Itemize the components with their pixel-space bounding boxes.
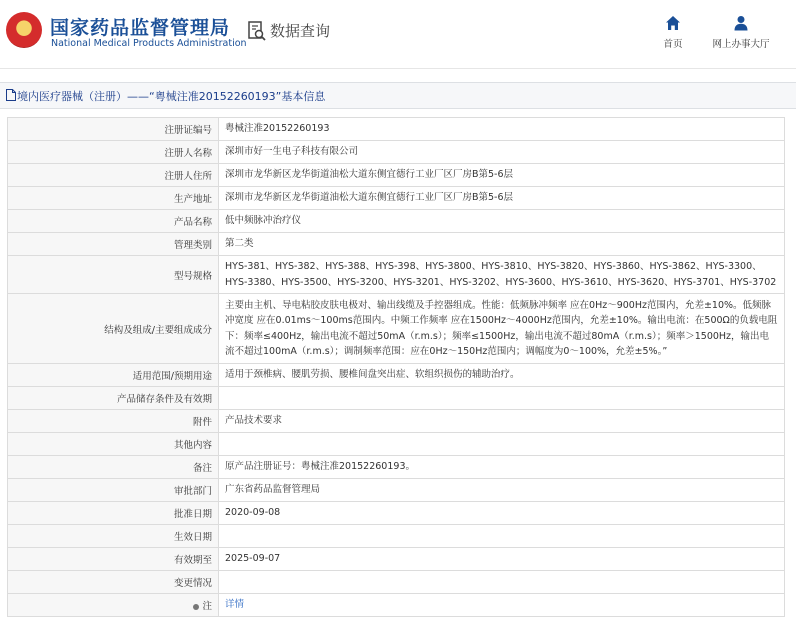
row-label: 注 [202, 601, 212, 612]
row-value [219, 525, 785, 548]
home-icon [665, 15, 681, 31]
row-label: 批准日期 [8, 502, 219, 525]
table-row [8, 294, 785, 364]
table-row [8, 410, 785, 433]
row-label: 注册证编号 [8, 118, 219, 141]
table-row [8, 141, 785, 164]
site-title[interactable]: 国家药品监督管理局 [50, 17, 231, 39]
site-subtitle: National Medical Products Administration [51, 38, 247, 49]
site-header [0, 0, 796, 68]
row-value-cell [219, 594, 785, 617]
row-value: 主要由主机、导电粘胶皮肤电极对、输出线缆及手控器组成。性能：低频脉冲频率 应在0Hz～900Hz范围内，允差±10%。低频脉冲宽度 应在0.01ms～100ms范围内。中频工作频率 应在1500Hz～4000Hz范围内，允差±10%。输出电流：在500Ω的负载电阻下：频率≤400Hz，输出电流不超过50mA（r.m.s）；频率≤1500Hz，输出电流不超过80mA（r.m.s）；频率＞1500Hz，输出电流不超过100mA（r.m.s）；调制频率范围：应在0Hz～150Hz范围内；调幅度为0～100%，允差±5%。” [219, 294, 785, 364]
row-value [219, 387, 785, 410]
bullet-icon [193, 604, 199, 610]
row-value: 产品技术要求 [219, 410, 785, 433]
nav-home[interactable] [655, 15, 691, 50]
table-row [8, 364, 785, 387]
table-row [8, 210, 785, 233]
row-value [219, 433, 785, 456]
data-query-icon [248, 21, 266, 42]
row-label: 结构及组成/主要组成成分 [8, 294, 219, 364]
details-link[interactable]: 详情 [225, 599, 245, 611]
row-value: 第二类 [219, 233, 785, 256]
row-label: 有效期至 [8, 548, 219, 571]
row-value: 深圳市龙华新区龙华街道油松大道东侧宜德行工业厂区厂房B第5-6层 [219, 164, 785, 187]
table-row [8, 502, 785, 525]
row-value: 粤械注准20152260193 [219, 118, 785, 141]
table-row [8, 387, 785, 410]
table-row [8, 187, 785, 210]
table-row [8, 233, 785, 256]
row-label: 注册人住所 [8, 164, 219, 187]
table-row [8, 525, 785, 548]
registration-info-table [7, 117, 785, 617]
row-value [219, 571, 785, 594]
row-label: 附件 [8, 410, 219, 433]
row-label: 生产地址 [8, 187, 219, 210]
row-label: 注册人名称 [8, 141, 219, 164]
row-label: 审批部门 [8, 479, 219, 502]
row-label: 其他内容 [8, 433, 219, 456]
nav-online-office[interactable] [706, 15, 776, 50]
row-label: 变更情况 [8, 571, 219, 594]
row-value: 低中频脉冲治疗仪 [219, 210, 785, 233]
table-row [8, 164, 785, 187]
row-label: 管理类别 [8, 233, 219, 256]
row-value: 适用于颈椎病、腰肌劳损、腰椎间盘突出症、软组织损伤的辅助治疗。 [219, 364, 785, 387]
row-label: 备注 [8, 456, 219, 479]
row-value: 2025-09-07 [219, 548, 785, 571]
row-value: HYS-381、HYS-382、HYS-388、HYS-398、HYS-3800、HYS-3810、HYS-3820、HYS-3860、HYS-3862、HYS-3300、HYS-3380、HYS-3500、HYS-3200、HYS-3201、HYS-3202、HYS-3600、HYS-3610、HYS-3620、HYS-3701、HYS-3702 [219, 256, 785, 294]
table-row [8, 571, 785, 594]
row-value: 广东省药品监督管理局 [219, 479, 785, 502]
row-value: 原产品注册证号：粤械注准20152260193。 [219, 456, 785, 479]
row-value: 2020-09-08 [219, 502, 785, 525]
row-label: 产品储存条件及有效期 [8, 387, 219, 410]
table-row [8, 118, 785, 141]
header-divider [0, 68, 796, 69]
table-row [8, 479, 785, 502]
document-icon [6, 89, 16, 101]
table-row [8, 433, 785, 456]
nmpa-emblem-icon [6, 12, 42, 48]
table-row [8, 456, 785, 479]
row-value: 深圳市龙华新区龙华街道油松大道东侧宜德行工业厂区厂房B第5-6层 [219, 187, 785, 210]
row-label: 生效日期 [8, 525, 219, 548]
row-value: 深圳市好一生电子科技有限公司 [219, 141, 785, 164]
breadcrumb [0, 82, 796, 109]
row-label-with-icon [8, 594, 219, 617]
row-label: 型号规格 [8, 256, 219, 294]
row-label: 产品名称 [8, 210, 219, 233]
data-query-label[interactable]: 数据查询 [270, 22, 331, 40]
person-icon [733, 15, 749, 31]
table-row [8, 548, 785, 571]
row-label: 适用范围/预期用途 [8, 364, 219, 387]
breadcrumb-text: 境内医疗器械（注册）——“粤械注准20152260193”基本信息 [17, 90, 326, 103]
table-row [8, 594, 785, 617]
table-row [8, 256, 785, 294]
nav-home-label: 首页 [663, 39, 683, 50]
nav-online-office-label: 网上办事大厅 [712, 39, 770, 50]
